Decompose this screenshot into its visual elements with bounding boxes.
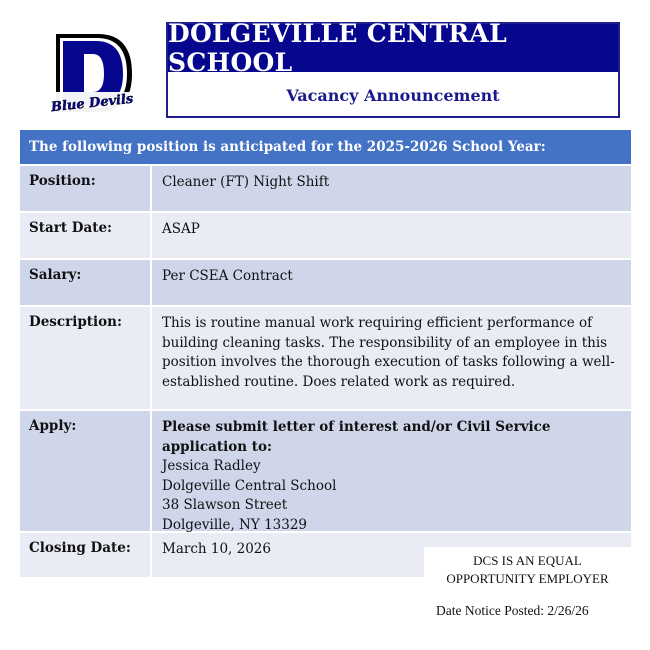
vacancy-table [20, 130, 631, 577]
announcement-subtitle: Vacancy Announcement [286, 85, 500, 105]
apply-contact-name: Jessica Radley [162, 458, 261, 474]
school-name: DOLGEVILLE CENTRAL SCHOOL [168, 24, 618, 72]
school-header [166, 19, 620, 118]
salary-label: Salary: [20, 260, 152, 305]
eeo-line-2: OPPORTUNITY EMPLOYER [446, 571, 609, 586]
apply-street: 38 Slawson Street [162, 497, 288, 513]
eeo-line-1: DCS IS AN EQUAL [473, 553, 582, 568]
table-row-position [20, 164, 631, 211]
position-label: Position: [20, 166, 152, 211]
start-date-value: ASAP [162, 221, 200, 237]
description-label: Description: [20, 307, 152, 409]
school-logo [48, 30, 136, 118]
apply-city: Dolgeville, NY 13329 [162, 516, 308, 533]
table-row-description [20, 305, 631, 409]
description-value: This is routine manual work requiring efficient performance of building cleaning tasks. The responsibility of an employee in this position involves the thorough execution of tasks following a well-established routine. Does related work as required. [162, 315, 615, 390]
start-date-label: Start Date: [20, 213, 152, 258]
table-row-salary [20, 258, 631, 305]
apply-label: Apply: [20, 411, 152, 531]
apply-instructions: Please submit letter of interest and/or Civil Service application to: [162, 419, 551, 455]
salary-value: Per CSEA Contract [162, 268, 293, 284]
position-value: Cleaner (FT) Night Shift [162, 174, 330, 190]
apply-value [152, 411, 631, 531]
logo-script-text: Blue Devils [50, 91, 134, 116]
closing-date-value: March 10, 2026 [162, 541, 271, 557]
school-year-banner: The following position is anticipated for the 2025-2026 School Year: [20, 130, 631, 164]
closing-date-label: Closing Date: [20, 533, 152, 577]
date-notice-posted: Date Notice Posted: 2/26/26 [436, 603, 589, 618]
table-row-start-date [20, 211, 631, 258]
apply-school-name: Dolgeville Central School [162, 477, 337, 494]
equal-opportunity-notice [424, 547, 631, 591]
table-row-apply [20, 409, 631, 531]
